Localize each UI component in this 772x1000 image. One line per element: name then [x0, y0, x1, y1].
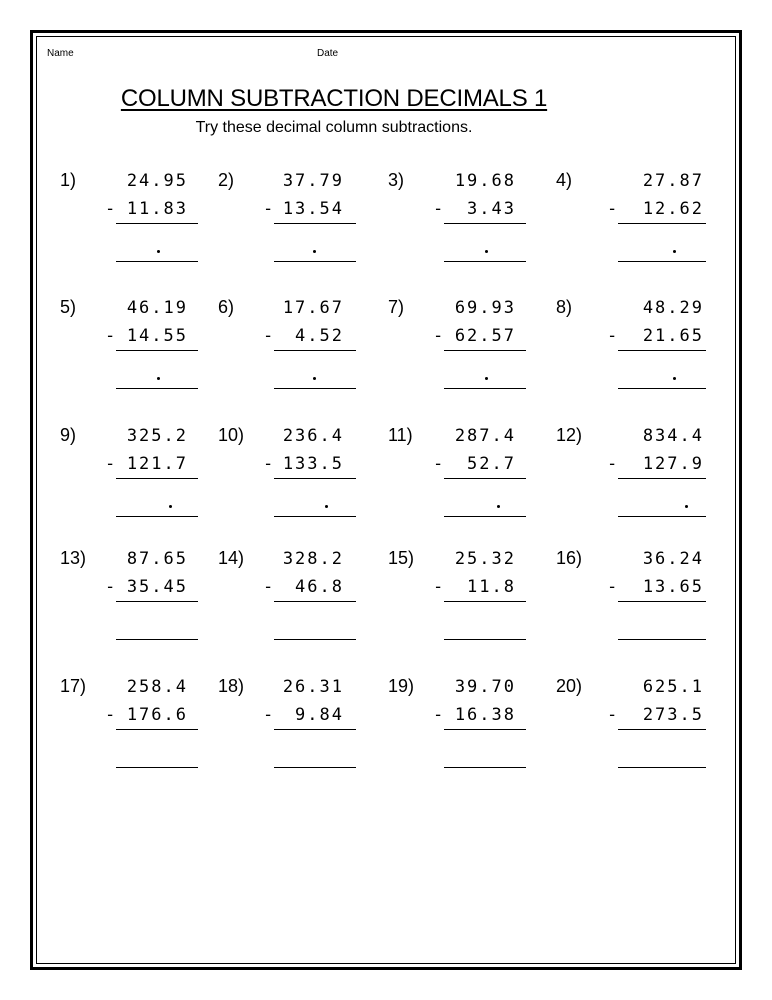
problem-number: 19): [388, 676, 415, 696]
problem-12: [556, 425, 726, 525]
subtrahend: 127.9: [642, 454, 704, 474]
minuend: 27.87: [642, 171, 704, 191]
problem-15: [388, 548, 558, 648]
minuend: 36.24: [642, 549, 704, 569]
subtrahend: 14.55: [126, 326, 188, 346]
minuend: 328.2: [282, 549, 344, 569]
problem-number: 13): [60, 548, 87, 568]
subtrahend: 121.7: [126, 454, 188, 474]
minus-sign: -: [263, 326, 276, 346]
answer-line[interactable]: [116, 261, 198, 262]
minuend: 17.67: [282, 298, 344, 318]
minus-sign: -: [607, 454, 620, 474]
subtraction-rule: [444, 478, 526, 479]
subtrahend: 21.65: [642, 326, 704, 346]
problem-number: 12): [556, 425, 583, 445]
subtraction-rule: [274, 478, 356, 479]
answer-line[interactable]: [116, 639, 198, 640]
problem-13: [60, 548, 230, 648]
problem-19: [388, 676, 558, 776]
answer-line[interactable]: [618, 388, 706, 389]
problem-number: 15): [388, 548, 415, 568]
minuend: 19.68: [454, 171, 516, 191]
problem-number: 16): [556, 548, 583, 568]
answer-line[interactable]: [618, 767, 706, 768]
subtraction-rule: [618, 223, 706, 224]
answer-line[interactable]: [274, 388, 356, 389]
subtraction-rule: [444, 350, 526, 351]
minuend: 87.65: [126, 549, 188, 569]
minus-sign: -: [433, 199, 446, 219]
minuend: 287.4: [454, 426, 516, 446]
answer-decimal-point: [313, 377, 316, 380]
answer-decimal-point: [673, 250, 676, 253]
problem-number: 10): [218, 425, 245, 445]
subtraction-rule: [618, 478, 706, 479]
answer-decimal-point: [157, 250, 160, 253]
answer-line[interactable]: [618, 639, 706, 640]
problem-2: [218, 170, 388, 270]
minus-sign: -: [607, 577, 620, 597]
problem-number: 7): [388, 297, 405, 317]
answer-line[interactable]: [274, 767, 356, 768]
minus-sign: -: [105, 199, 118, 219]
minuend: 26.31: [282, 677, 344, 697]
problem-number: 4): [556, 170, 573, 190]
problem-20: [556, 676, 726, 776]
subtrahend: 9.84: [295, 705, 344, 725]
subtrahend: 133.5: [282, 454, 344, 474]
answer-decimal-point: [313, 250, 316, 253]
problem-number: 17): [60, 676, 87, 696]
problem-14: [218, 548, 388, 648]
minus-sign: -: [263, 577, 276, 597]
minus-sign: -: [433, 454, 446, 474]
subtrahend: 46.8: [295, 577, 344, 597]
minuend: 258.4: [126, 677, 188, 697]
name-label: Name: [47, 48, 74, 59]
minus-sign: -: [263, 199, 276, 219]
subtrahend: 176.6: [126, 705, 188, 725]
answer-line[interactable]: [444, 639, 526, 640]
subtraction-rule: [116, 478, 198, 479]
answer-decimal-point: [169, 505, 172, 508]
subtraction-rule: [274, 350, 356, 351]
subtrahend: 4.52: [295, 326, 344, 346]
answer-line[interactable]: [116, 388, 198, 389]
minus-sign: -: [105, 454, 118, 474]
subtraction-rule: [618, 729, 706, 730]
date-label: Date: [317, 48, 339, 59]
subtraction-rule: [618, 350, 706, 351]
minuend: 39.70: [454, 677, 516, 697]
answer-decimal-point: [485, 377, 488, 380]
subtrahend: 11.83: [126, 199, 188, 219]
worksheet-title: COLUMN SUBTRACTION DECIMALS 1: [120, 85, 548, 112]
minuend: 46.19: [126, 298, 188, 318]
minuend: 625.1: [642, 677, 704, 697]
problem-number: 8): [556, 297, 573, 317]
minuend: 24.95: [126, 171, 188, 191]
minus-sign: -: [607, 705, 620, 725]
answer-decimal-point: [157, 377, 160, 380]
minuend: 69.93: [454, 298, 516, 318]
problem-number: 11): [388, 425, 413, 445]
answer-line[interactable]: [444, 767, 526, 768]
worksheet-subtitle: Try these decimal column subtractions.: [195, 119, 473, 136]
answer-line[interactable]: [444, 388, 526, 389]
subtrahend: 52.7: [467, 454, 516, 474]
problem-18: [218, 676, 388, 776]
minus-sign: -: [105, 577, 118, 597]
subtraction-rule: [444, 223, 526, 224]
subtraction-rule: [274, 223, 356, 224]
answer-line[interactable]: [116, 516, 198, 517]
answer-line[interactable]: [274, 639, 356, 640]
problem-16: [556, 548, 726, 648]
subtraction-rule: [116, 350, 198, 351]
minus-sign: -: [263, 705, 276, 725]
answer-decimal-point: [673, 377, 676, 380]
minuend: 25.32: [454, 549, 516, 569]
problem-9: [60, 425, 230, 525]
minuend: 236.4: [282, 426, 344, 446]
subtraction-rule: [116, 223, 198, 224]
subtraction-rule: [274, 601, 356, 602]
problem-number: 20): [556, 676, 583, 696]
subtrahend: 3.43: [467, 199, 516, 219]
problem-number: 5): [60, 297, 77, 317]
answer-line[interactable]: [618, 516, 706, 517]
minuend: 37.79: [282, 171, 344, 191]
problem-4: [556, 170, 726, 270]
subtrahend: 12.62: [642, 199, 704, 219]
subtraction-rule: [274, 729, 356, 730]
answer-line[interactable]: [444, 516, 526, 517]
problem-17: [60, 676, 230, 776]
subtrahend: 13.54: [282, 199, 344, 219]
problem-number: 3): [388, 170, 405, 190]
subtraction-rule: [618, 601, 706, 602]
problem-number: 6): [218, 297, 235, 317]
problem-1: [60, 170, 230, 270]
problem-7: [388, 297, 558, 397]
problem-number: 18): [218, 676, 245, 696]
subtrahend: 62.57: [454, 326, 516, 346]
problem-11: [388, 425, 558, 525]
minus-sign: -: [105, 326, 118, 346]
subtraction-rule: [116, 729, 198, 730]
minus-sign: -: [105, 705, 118, 725]
answer-line[interactable]: [274, 261, 356, 262]
problem-number: 14): [218, 548, 245, 568]
problem-number: 9): [60, 425, 77, 445]
problem-10: [218, 425, 388, 525]
minus-sign: -: [433, 326, 446, 346]
problem-3: [388, 170, 558, 270]
minus-sign: -: [607, 199, 620, 219]
problem-8: [556, 297, 726, 397]
subtrahend: 273.5: [642, 705, 704, 725]
problem-5: [60, 297, 230, 397]
minus-sign: -: [433, 577, 446, 597]
minus-sign: -: [263, 454, 276, 474]
minus-sign: -: [433, 705, 446, 725]
answer-decimal-point: [497, 505, 500, 508]
minuend: 325.2: [126, 426, 188, 446]
problem-6: [218, 297, 388, 397]
subtraction-rule: [444, 601, 526, 602]
minus-sign: -: [607, 326, 620, 346]
subtrahend: 16.38: [454, 705, 516, 725]
answer-decimal-point: [485, 250, 488, 253]
answer-decimal-point: [325, 505, 328, 508]
answer-decimal-point: [685, 505, 688, 508]
subtraction-rule: [116, 601, 198, 602]
answer-line[interactable]: [274, 516, 356, 517]
answer-line[interactable]: [444, 261, 526, 262]
answer-line[interactable]: [116, 767, 198, 768]
problem-number: 2): [218, 170, 235, 190]
answer-line[interactable]: [618, 261, 706, 262]
subtrahend: 13.65: [642, 577, 704, 597]
subtrahend: 11.8: [467, 577, 516, 597]
subtraction-rule: [444, 729, 526, 730]
minuend: 834.4: [642, 426, 704, 446]
minuend: 48.29: [642, 298, 704, 318]
subtrahend: 35.45: [126, 577, 188, 597]
problem-number: 1): [60, 170, 77, 190]
